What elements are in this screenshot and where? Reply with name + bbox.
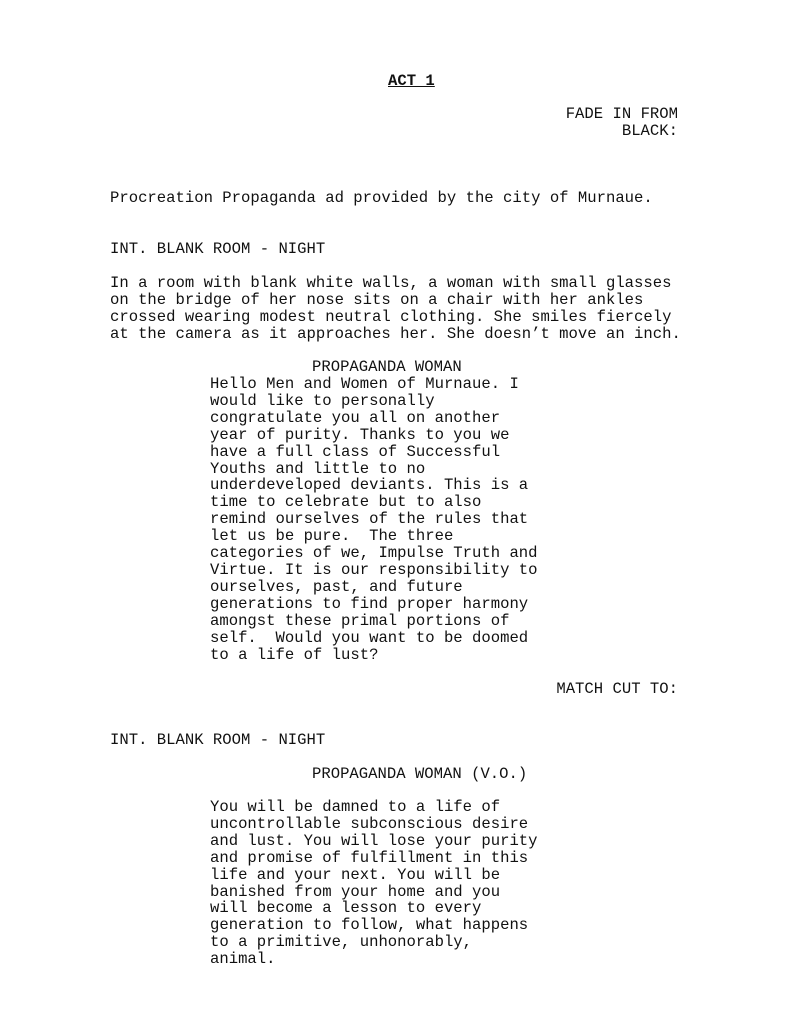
dialogue-block-2: You will be damned to a life of uncontrollable subconscious desire and lust. You will lose your purity and promise of fulfillment in this life and your next. You will be banished from your home and you will become a lesson to every generation to follow, what happens to a primitive, unhonorably, animal. [210, 798, 538, 969]
scene-heading-1: INT. BLANK ROOM - NIGHT [110, 240, 326, 258]
match-cut-transition: MATCH CUT TO: [556, 680, 678, 698]
opening-transition: FADE IN FROM BLACK: [565, 105, 678, 140]
intro-action: Procreation Propaganda ad provided by the city of Murnaue. [110, 189, 653, 207]
dialogue-block-1: Hello Men and Women of Murnaue. I would like to personally congratulate you all on another year of purity. Thanks to you we have a full class of Successful Youths and little to no underdeveloped deviants. This is a time to celebrate but to also remind ourselves of the rules that let us be pure. The three categories of we, Impulse Truth and Virtue. It is our responsibility to ourselves, past, and future generations to find proper harmony amongst these primal portions of self. Would you want to be doomed to a life of lust? [210, 375, 538, 664]
act-heading: ACT 1 [388, 72, 435, 90]
scene-heading-2: INT. BLANK ROOM - NIGHT [110, 731, 326, 749]
scene-1-action: In a room with blank white walls, a woman with small glasses on the bridge of her nose sits on a chair with her ankles crossed wearing modest neutral clothing. She smiles fiercely at the camera as it approaches her. She doesn’t move an inch. [110, 274, 681, 343]
character-cue-1: PROPAGANDA WOMAN [312, 358, 462, 376]
character-cue-2: PROPAGANDA WOMAN (V.O.) [312, 765, 528, 783]
